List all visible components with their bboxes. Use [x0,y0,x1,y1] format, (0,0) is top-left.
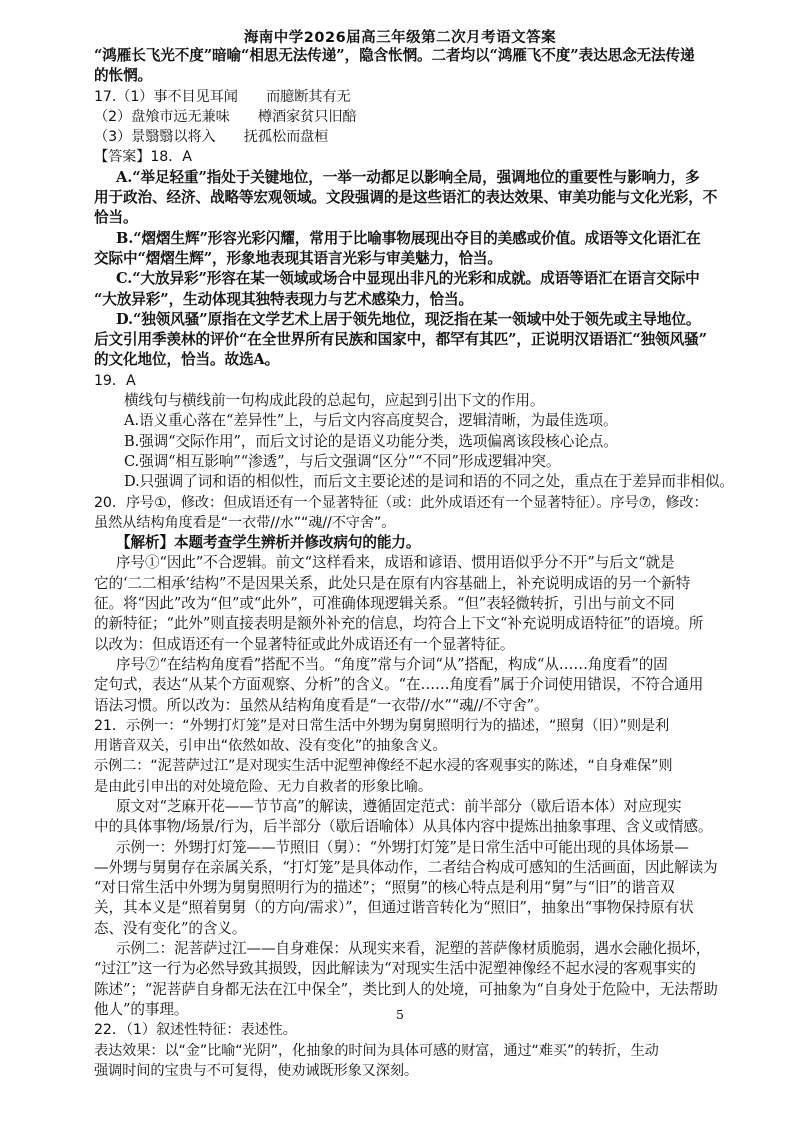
text-line: 示例二：“泥菩萨过江”是对现实生活中泥塑神像经不起水浸的客观事实的陈述，“自身难保”则 [94,758,673,775]
text-line: 的怅惘。 [94,67,152,85]
text-line: “对日常生活中外甥为舅舅照明行为的描述”；“照舅”的核心特点是利用“舅”与“旧”的谐音双 [94,879,675,897]
page-number: 5 [396,1007,404,1022]
text-line: C.“大放异彩”形容在某一领域或场合中显现出非凡的光彩和成就。成语等语汇在语言交际中 [116,270,700,288]
text-line: 以改为：但成语还有一个显著特征或此外成语还有一个显著特征。 [94,635,515,653]
text-line: 20．序号①，修改：但成语还有一个显著特征（或：此外成语还有一个显著特征）。序号⑦，修改： [94,494,708,511]
text-line: —外甥与舅舅存在亲属关系，“打灯笼”是具体动作，二者结合构成可感知的生活画面，因此解读为 [94,858,718,876]
text-line: 序号①“因此”不合逻辑。前文“这样看来，成语和谚语、惯用语似乎分不开”与后文“就是 [116,554,675,572]
text-line: C.强调“相互影响”“渗透”，与后文强调“区分”“不同”形成逻辑冲突。 [124,452,561,470]
text-line: 征。将“因此”改为“但”或“此外”，可准确体现逻辑关系。“但”表轻微转折，引出与前文不同 [94,595,675,613]
text-line: 17.（1）事不目见耳闻 而臆断其有无 [94,88,351,105]
text-line: 定句式，表达“从某个方面观察、分析”的含义。“在……角度看”属于介词使用错误，不符合通用 [94,676,704,694]
text-line: “过江”这一行为必然导致其损毁，因此解读为“对现实生活中泥塑神像经不起水浸的客观事实的 [94,960,696,978]
text-line: A.语义重心落在“差异性”上，与后文内容高度契合，逻辑清晰，为最佳选项。 [124,412,618,430]
text-line: 是由此引申出的对处境危险、无力自救者的形象比喻。 [94,778,433,795]
text-line: 中的具体事物/场景/行为，后半部分（歇后语喻体）从具体内容中提炼出抽象事理、含义或情感。 [94,818,713,836]
text-line: 用于政治、经济、战略等宏观领域。文段强调的是这些语汇的表达效果、审美功能与文化光彩，不 [94,189,718,207]
page-header: 海南中学2026届高三年级第二次月考语文答案 [243,30,557,46]
text-line: 序号⑦“在结构角度看”搭配不当。“角度”常与介词“从”搭配，构成“从……角度看”的固 [116,655,668,673]
text-line: 关，其本义是“照着舅舅（的方向/需求）”，但通过谐音转化为“照旧”，抽象出“事物保持原有状 [94,899,694,917]
text-line: 交际中“熠熠生辉”，形象地表现其语言光彩与审美魅力，恰当。 [94,249,502,267]
text-line: D.“独领风骚”原指在文学艺术上居于领先地位，现泛指在某一领域中处于领先或主导地位。 [116,310,701,328]
text-line: 22．（1）叙述性特征：表述性。 [94,1022,297,1039]
text-line: 横线句与横线前一句构成此段的总起句，应起到引出下文的作用。 [124,392,545,410]
text-line: “鸿雁长飞光不度”暗喻“相思无法传递”，隐含怅惘。二者均以“鸿雁飞不度”表达思念无法传递 [94,47,695,64]
text-line: 【解析】本题考查学生辨析并修改病句的能力。 [116,534,421,552]
text-line: B.“熠熠生辉”形容光彩闪耀，常用于比喻事物展现出夺目的美感或价值。成语等文化语汇在 [116,229,701,247]
text-line: 虽然从结构角度看是“一衣带//水”“魂//不守舍”。 [94,514,396,531]
text-line: （3）景翳翳以将入 抚孤松而盘桓 [94,129,329,146]
text-line: 的文化地位，恰当。故选A。 [94,351,280,369]
text-line: 示例一：外甥打灯笼——节照旧（舅）：“外甥打灯笼”是日常生活中可能出现的具体场景— [116,838,689,856]
answer-content [94,46,734,1081]
text-line: D.只强调了词和语的相似性，而后文主要论述的是词和语的不同之处，重点在于差异而非相似。 [124,473,734,491]
text-line: 它的‘二二相承’结构”不是因果关系，此处只是在原有内容基础上，补充说明成语的另一个新特 [94,574,691,592]
text-line: 他人”的事理。 [94,1000,189,1018]
text-line: 态、没有变化”的含义。 [94,919,247,937]
text-line: 【答案】18．A [94,149,192,166]
text-line: 的新特征；“此外”则直接表明是额外补充的信息，均符合上下文“补充说明成语特征”的语境。所 [94,615,704,633]
text-line: 用谐音双关，引申出“依然如故、没有变化”的抽象含义。 [94,738,447,755]
text-line: B.强调“交际作用”，而后文讨论的是语义功能分类，选项偏离该段核心论点。 [124,432,618,450]
text-line: 陈述”；“泥菩萨自身都无法在江中保全”，类比到人的处境，可抽象为“自身处于危险中，无法帮助 [94,980,718,998]
text-line: 21．示例一：“外甥打灯笼”是对日常生活中外甥为舅舅照明行为的描述，“照舅（旧）”则是利 [94,717,670,734]
text-line: 语法习惯。所以改为：虽然从结构角度看是“一衣带//水”“魂//不守舍”。 [94,696,549,714]
text-line: 恰当。 [94,209,138,227]
text-line: 强调时间的宝贵与不可复得，使劝诫既形象又深刻。 [94,1062,419,1079]
text-line: （2）盘飧市远无兼味 樽酒家贫只旧醅 [94,108,357,125]
text-line: 表达效果：以“金”比喻“光阴”，化抽象的时间为具体可感的财富，通过“难买”的转折，生动 [94,1042,659,1059]
text-line: A.“举足轻重”指处于关键地位，一举一动都足以影响全局，强调地位的重要性与影响力，多 [116,168,700,186]
text-line: 原文对“芝麻开花——节节高”的解读，遵循固定范式：前半部分（歇后语本体）对应现实 [116,797,682,815]
text-line: 后文引用季羡林的评价“在全世界所有民族和国家中，都罕有其匹”，正说明汉语语汇“独领风骚” [94,331,707,349]
text-line: 19．A [94,372,136,389]
text-line: “大放异彩”，生动体现其独特表现力与艺术感染力，恰当。 [94,290,473,308]
text-line: 示例二：泥菩萨过江——自身难保：从现实来看，泥塑的菩萨像材质脆弱，遇水会融化损坏， [116,940,711,958]
